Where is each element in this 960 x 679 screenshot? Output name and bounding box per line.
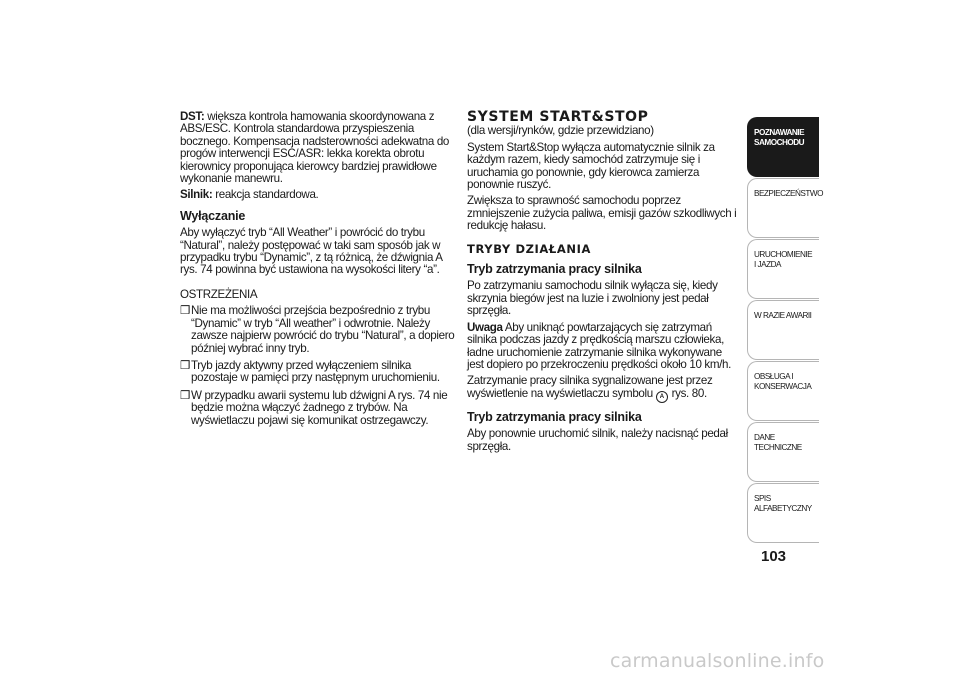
warning-list: [180, 305, 458, 427]
silnik-text: reakcja standardowa.: [212, 188, 319, 202]
symbol-paragraph: Zatrzymanie pracy silnika sygnalizowane jest przez wyświetlenie na wyświetlaczu symbolu A rys. 80.: [467, 375, 741, 402]
section-title: SYSTEM START&STOP: [467, 109, 649, 125]
list-item: ❒ Tryb jazdy aktywny przed wyłączeniem silnika pozostaje w pamięci przy następnym uruchomieniu.: [180, 358, 440, 385]
dst-paragraph: [180, 111, 458, 185]
tab-spis-alfabetyczny[interactable]: SPIS ALFABETYCZNY: [747, 483, 819, 543]
benefit-paragraph: Zwiększa to sprawność samochodu poprzez zmniejszenie zużycia paliwa, emisji gazów szkodliwych i redukcję hałasu.: [467, 194, 737, 233]
list-item: ❒ W przypadku awarii systemu lub dźwigni A rys. 74 nie będzie można włączyć żadnego z trybów. Na wyświetlaczu pojawi się komunikat ostrzegawczy.: [180, 388, 448, 427]
tab-poznawanie-samochodu[interactable]: POZNAWANIE SAMOCHODU: [747, 117, 819, 177]
tab-obsluga-i-konserwacja[interactable]: OBSŁUGA I KONSERWACJA: [747, 361, 819, 421]
dst-label: DST:: [180, 110, 205, 123]
warning-title: OSTRZEŻENIA: [180, 287, 258, 301]
heading-stop-mode: Tryb zatrzymania pracy silnika: [467, 262, 642, 277]
uwaga-label: Uwaga: [467, 320, 503, 334]
subtitle: (dla wersji/rynków, gdzie przewidziano): [467, 124, 654, 138]
tab-dane-techniczne[interactable]: DANE TECHNICZNE: [747, 422, 819, 482]
heading-wylaczanie: Wyłączanie: [180, 208, 246, 223]
bullet-icon: ❒: [180, 388, 191, 402]
list-item: ❒ Nie ma możliwości przejścia bezpośrednio z trybu “Dynamic” w tryb “All weather” i odwrotnie. Należy zawsze najpierw powrócić do trybu “Natural”, a dopiero później wybrać inny tryb.: [180, 304, 455, 355]
intro-paragraph: System Start&Stop wyłącza automatycznie silnik za każdym razem, kiedy samochód zatrzymuje się i uruchamia go ponownie, gdy kierowca zamierza ponownie ruszyć.: [467, 140, 715, 192]
page-number: 103: [761, 548, 787, 565]
start-stop-icon: A: [656, 391, 668, 403]
silnik-label: Silnik:: [180, 188, 213, 202]
bullet-icon: ❒: [180, 358, 191, 372]
silnik-paragraph: [180, 189, 458, 201]
tab-bezpieczenstwo[interactable]: BEZPIECZEŃSTWO: [747, 178, 819, 238]
tab-w-razie-awarii[interactable]: W RAZIE AWARII: [747, 300, 819, 360]
watermark: carmanualsonline.info: [610, 650, 825, 672]
heading-restart-mode: Tryb zatrzymania pracy silnika: [467, 409, 642, 424]
tab-uruchomienie-i-jazda[interactable]: URUCHOMIENIE I JAZDA: [747, 239, 819, 299]
wylaczanie-paragraph: Aby wyłączyć tryb “All Weather” i powrócić do trybu “Natural”, należy postępować w taki sam sposób jak w przypadku trybu “Dynamic”, z tą różnicą, że dźwignia A rys. 74 powinna być ustawiona na wysokości litery “a”.: [180, 226, 443, 277]
uwaga-text: Aby uniknąć powtarzających się zatrzymań silnika podczas jazdy z prędkością marszu człowieka, ładne uruchomienie zatrzymanie silnika wykonywane jest dopiero po przekroczeniu prędkości około 10 km/h.: [467, 320, 732, 371]
bullet-icon: ❒: [180, 304, 191, 318]
subsection-title: TRYBY DZIAŁANIA: [467, 241, 592, 256]
dst-text: większa kontrola hamowania skoordynowana z ABS/ESC. Kontrola standardowa przyspieszenia bocznego. Kompensacja nadsterowności adekwatna do progów interwencji ESC/ASR: lekka korekta obrotu kierownicy proponująca kierowcy bardziej prawidłowe wykonanie manewru.: [180, 110, 450, 186]
restart-paragraph: Aby ponownie uruchomić silnik, należy nacisnąć pedał sprzęgła.: [467, 427, 728, 453]
right-column: [467, 111, 741, 457]
uwaga-paragraph: [467, 322, 741, 372]
left-column: [180, 111, 458, 432]
stop-paragraph: Po zatrzymaniu samochodu silnik wyłącza się, kiedy skrzynia biegów jest na luzie i zwolniony jest pedał sprzęgła.: [467, 279, 718, 318]
